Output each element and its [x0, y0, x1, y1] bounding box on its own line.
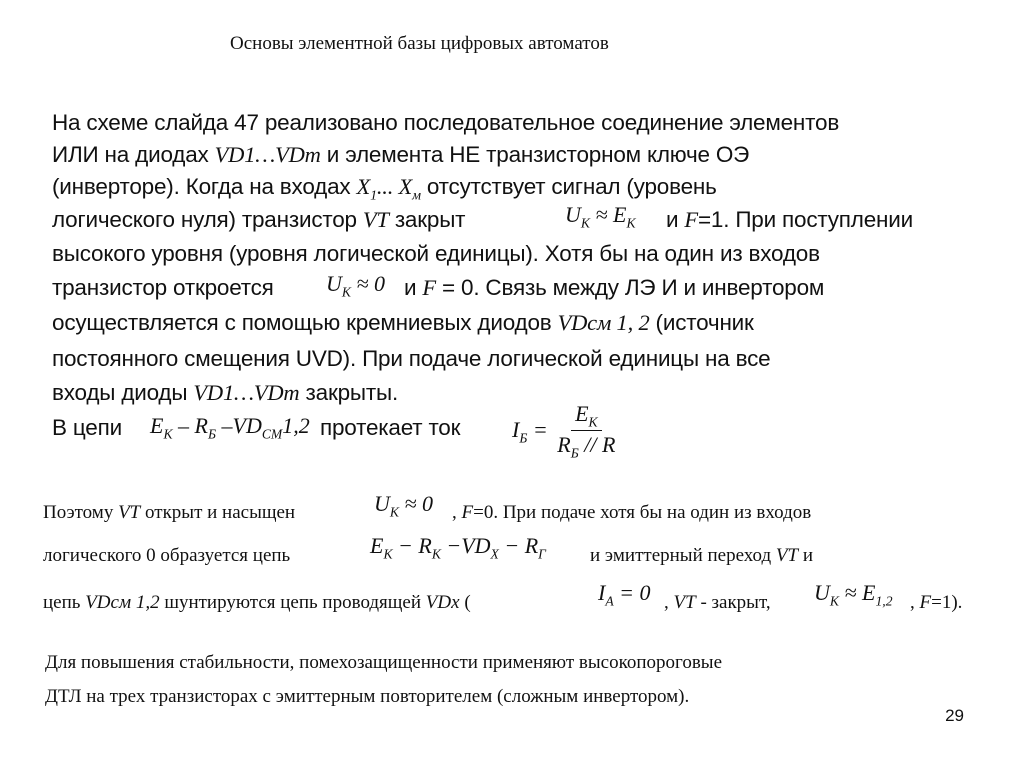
equation-uk-approx-ek: $U_К \approx E_К$	[565, 202, 636, 231]
main-line-6-start: транзистор откроется	[52, 275, 274, 300]
main-line-2: ИЛИ на диодах VD1…VDm и элемента НЕ транзисторном ключе ОЭ	[52, 142, 750, 167]
equation-uk-approx-e12: $U_К \approx E_{1,2}$	[814, 580, 893, 609]
main-line-6-tail: и F = 0. Связь между ЛЭ И и инвертором	[404, 275, 825, 300]
main-line-3: (инверторе). Когда на входах $X_1$... $X_м$ отсутствует сигнал (уровень	[52, 174, 717, 204]
equation-uk-approx-zero-2: $U_К \approx 0$	[374, 491, 434, 520]
body-line-3-mid: , VT - закрыт,	[664, 592, 771, 613]
main-line-4-tail: и F=1. При поступлении	[666, 207, 913, 232]
equation-chain-ek-rk-vdx-rg: $E_К - R_К -VD_X - R_Г$	[370, 533, 546, 562]
main-line-8: постоянного смещения UVD). При подаче логической единицы на все	[52, 346, 771, 371]
body-line-3-tail: , F=1).	[910, 592, 963, 613]
body-line-4: Для повышения стабильности, помехозащищенности применяют высокопороговые	[45, 652, 722, 673]
body-line-1-tail: , F=0. При подаче хотя бы на один из входов	[452, 502, 812, 523]
main-line-10-mid: протекает ток	[320, 415, 461, 440]
main-line-5: высокого уровня (уровня логической единицы). Хотя бы на один из входов	[52, 241, 820, 266]
main-line-7: осуществляется с помощью кремниевых диодов VDсм 1, 2 (источник	[52, 310, 754, 335]
body-line-2-start: логического 0 образуется цепь	[43, 545, 291, 566]
main-line-1: На схеме слайда 47 реализовано последовательное соединение элементов	[52, 110, 840, 135]
main-line-9: входы диоды VD1…VDm закрыты.	[52, 380, 399, 405]
main-line-10-start: В цепи	[52, 415, 122, 440]
body-line-1-start: Поэтому VT открыт и насыщен	[43, 502, 296, 523]
page-number: 29	[945, 706, 964, 725]
equation-ia-equals-zero: $I_А = 0$	[598, 580, 651, 609]
equation-base-current: $I_Б$ = $\frac{E_К}{R_Б // R}$	[512, 401, 616, 461]
body-line-3-start: цепь VDсм 1,2 шунтируются цепь проводящей VDx (	[43, 592, 471, 613]
equation-circuit-ek-rb-vdcm: $E_К - R_Б$ $-VD_{СМ}1,2$	[150, 413, 310, 442]
body-line-2-tail: и эмиттерный переход VT и	[590, 545, 814, 566]
body-line-5: ДТЛ на трех транзисторах с эмиттерным повторителем (сложным инвертором).	[45, 686, 690, 707]
slide-title: Основы элементной базы цифровых автоматов	[230, 33, 609, 54]
main-line-4: логического нуля) транзистор VT закрыт	[52, 207, 466, 232]
equation-uk-approx-zero: $U_К \approx 0$	[326, 271, 386, 300]
